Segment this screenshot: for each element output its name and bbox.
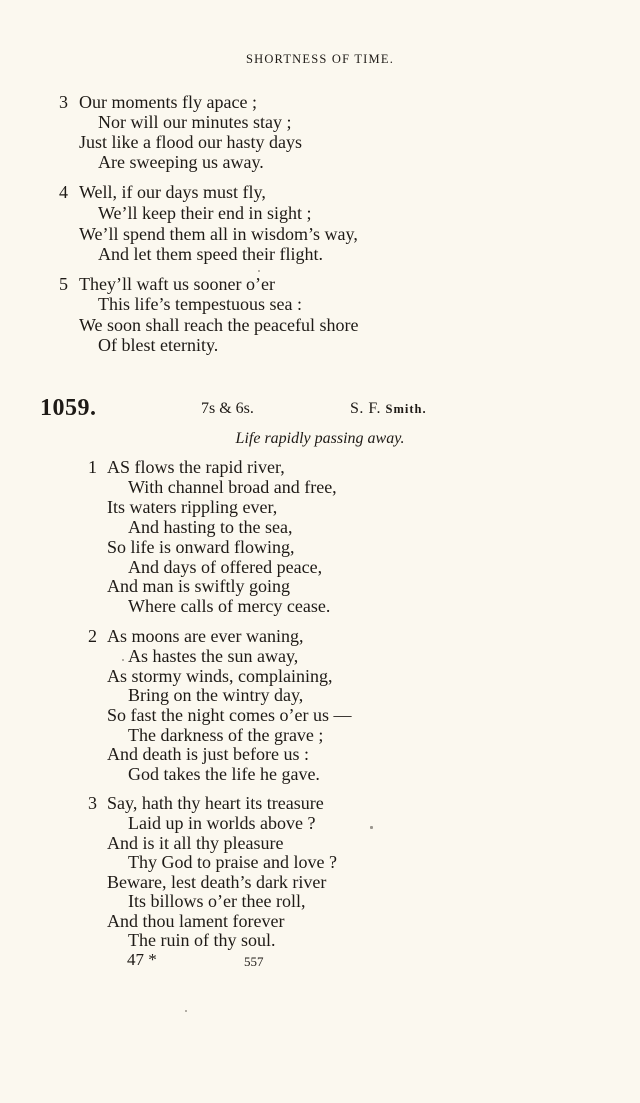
print-speck <box>122 659 124 661</box>
verse-line: And is it all thy pleasure <box>107 833 284 853</box>
verse-line: And man is swiftly going <box>107 576 290 596</box>
stanza-number: 4 <box>59 182 68 202</box>
verse-line: Our moments fly apace ; <box>79 92 257 112</box>
signature-mark: 47 * <box>127 950 157 969</box>
hymn-author <box>350 400 427 418</box>
stanza-number: 3 <box>88 793 97 813</box>
verse-line: They’ll waft us sooner o’er <box>79 274 275 294</box>
author-initials: S. F. <box>350 400 386 417</box>
verse-line: Of blest eternity. <box>98 335 219 355</box>
verse-line: And days of offered peace, <box>128 557 323 577</box>
verse-line: Bring on the wintry day, <box>128 685 304 705</box>
author-surname: Smith. <box>385 402 427 416</box>
verse-line: AS flows the rapid river, <box>107 457 285 477</box>
print-speck <box>370 826 373 829</box>
verse-line: We soon shall reach the peaceful shore <box>79 315 359 335</box>
page-number: 557 <box>244 954 264 969</box>
verse-line: We’ll spend them all in wisdom’s way, <box>79 224 358 244</box>
verse-line: This life’s tempestuous sea : <box>98 294 302 314</box>
verse-line: Where calls of mercy cease. <box>128 596 331 616</box>
verse-line: Just like a flood our hasty days <box>79 132 302 152</box>
verse-line: So fast the night comes o’er us — <box>107 705 352 725</box>
hymn-number: 1059. <box>40 395 97 421</box>
verse-line: Its billows o’er thee roll, <box>128 891 306 911</box>
hymn-subtitle: Life rapidly passing away. <box>235 430 405 447</box>
verse-line: And hasting to the sea, <box>128 517 293 537</box>
verse-line: As hastes the sun away, <box>128 646 299 666</box>
verse-line: So life is onward flowing, <box>107 537 295 557</box>
verse-line: Laid up in worlds above ? <box>128 813 316 833</box>
print-speck <box>258 270 260 272</box>
stanza-number: 5 <box>59 274 68 294</box>
stanza-number: 2 <box>88 626 97 646</box>
verse-line: With channel broad and free, <box>128 477 337 497</box>
stanza-number: 1 <box>88 457 97 477</box>
verse-line: And let them speed their flight. <box>98 244 323 264</box>
verse-line: Well, if our days must fly, <box>79 182 266 202</box>
verse-line: Are sweeping us away. <box>98 152 264 172</box>
verse-line: And death is just before us : <box>107 744 309 764</box>
stanza-number: 3 <box>59 92 68 112</box>
print-speck <box>185 1010 187 1012</box>
verse-line: The ruin of thy soul. <box>128 930 276 950</box>
verse-line: Thy God to praise and love ? <box>128 852 337 872</box>
verse-line: And thou lament forever <box>107 911 285 931</box>
verse-line: Nor will our minutes stay ; <box>98 112 292 132</box>
running-head: SHORTNESS OF TIME. <box>245 52 395 66</box>
verse-line: God takes the life he gave. <box>128 764 320 784</box>
hymn-meter: 7s & 6s. <box>201 400 254 417</box>
verse-line: The darkness of the grave ; <box>128 725 324 745</box>
verse-line: Beware, lest death’s dark river <box>107 872 327 892</box>
verse-line: As stormy winds, complaining, <box>107 666 333 686</box>
verse-line: As moons are ever waning, <box>107 626 304 646</box>
verse-line: We’ll keep their end in sight ; <box>98 203 312 223</box>
verse-line: Its waters rippling ever, <box>107 497 278 517</box>
verse-line: Say, hath thy heart its treasure <box>107 793 324 813</box>
